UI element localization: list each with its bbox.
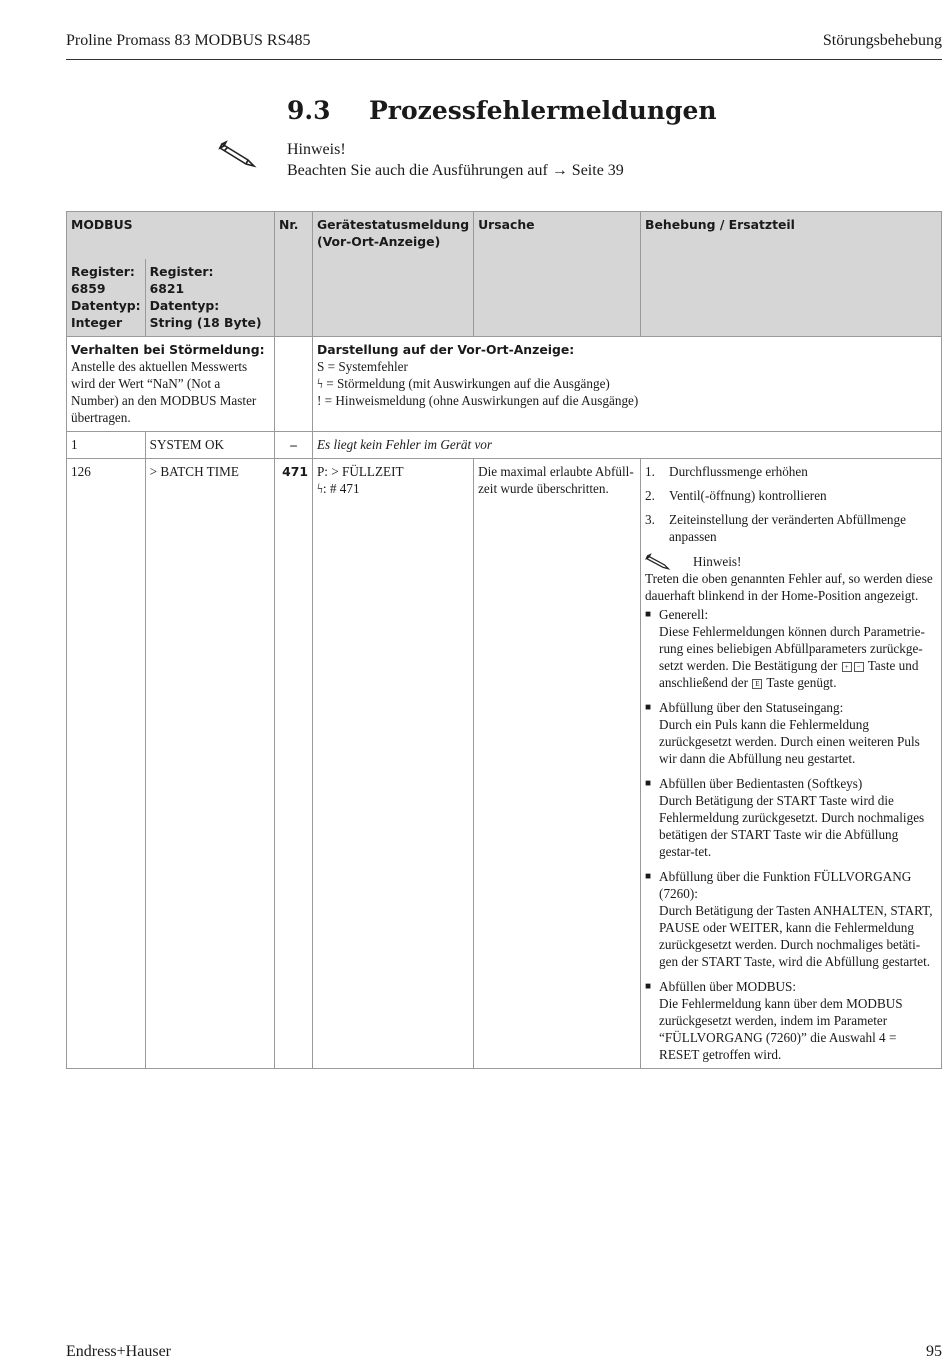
list-item — [645, 775, 937, 860]
reg2-value: 6821 — [149, 281, 185, 296]
list-item — [645, 699, 937, 767]
remedy-hint — [645, 552, 937, 570]
reg2-label: Register: — [149, 264, 214, 279]
step-number: 3. — [645, 512, 655, 527]
col-nr: Nr. — [275, 212, 313, 337]
footer-company: Endress+Hauser — [66, 1343, 171, 1360]
reg1-type-label: Datentyp: — [71, 298, 141, 313]
bullet-head: Abfüllen über Bedientasten (Softkeys) — [659, 776, 863, 791]
row2-cause-line: zeit wurde überschritten. — [478, 481, 609, 496]
hint-label: Hinweis! — [287, 141, 346, 158]
list-item — [645, 868, 937, 970]
section-hint — [287, 139, 624, 181]
reg2-type: String (18 Byte) — [149, 315, 262, 330]
header-rule — [66, 59, 942, 60]
reg2-type-label: Datentyp: — [149, 298, 220, 313]
row2-message — [312, 459, 473, 1069]
bullet-body: Durch Betätigung der Tasten ANHALTEN, START, PAUSE oder WEITER, kann die Fehlermeldung zurückgesetzt werden. Durch nochmaliges betäti-gen der START Taste, wird die Abfüllung gestartet. — [659, 903, 933, 969]
plus-key-icon: + — [842, 662, 852, 672]
row2-register-a: 126 — [67, 459, 146, 1069]
bullet-body: Durch ein Puls kann die Fehlermeldung zurückgesetzt werden. Durch einen weiteren Puls wir dann die Abfüllung neu gestartet. — [659, 717, 920, 766]
step-text: Durchflussmenge erhöhen — [669, 464, 808, 479]
display-line: ϟ = Störmeldung (mit Auswirkungen auf die Ausgänge) — [316, 376, 610, 391]
bullet-body: Diese Fehlermeldungen können durch Parametrie-rung eines beliebigen Abfüllparameters zurückge-setzt werden. Die Bestätigung der + − Taste und anschließend der E Taste genügt. — [659, 624, 925, 690]
square-bullet-icon: ■ — [645, 609, 652, 620]
row1-text: Es liegt kein Fehler im Gerät vor — [312, 432, 941, 459]
remedy-steps — [645, 463, 937, 545]
pencil-icon — [218, 138, 258, 168]
row2-cause-line: Die maximal erlaubte Abfüll- — [478, 464, 634, 479]
remedy-hint-text: Treten die oben genannten Fehler auf, so werden diese dauerhaft blinkend in der Home-Position angezeigt. — [645, 571, 933, 603]
table-row — [67, 459, 942, 1069]
row2-register-b: > BATCH TIME — [145, 459, 274, 1069]
behavior-line: wird der Wert “NaN” (Not a — [71, 376, 221, 391]
square-bullet-icon: ■ — [645, 981, 652, 992]
step-number: 1. — [645, 464, 655, 479]
header-chapter: Störungsbehebung — [822, 32, 942, 49]
pencil-icon — [645, 552, 671, 570]
row2-nr: 471 — [275, 459, 313, 1069]
behavior-row — [67, 337, 942, 432]
bullet-body: Durch Betätigung der START Taste wird die Fehlermeldung zurückgesetzt. Durch nochmaliges betätigen der START Taste wir die Abfüllung gestar-tet. — [659, 793, 925, 859]
page-number: 95 — [926, 1343, 942, 1360]
bullet-head: Abfüllen über MODBUS: — [659, 979, 797, 994]
remedy-hint-label: Hinweis! — [693, 553, 742, 569]
display-line: ! = Hinweismeldung (ohne Auswirkungen auf die Ausgänge) — [316, 393, 639, 408]
bullet-head: Abfüllung über die Funktion FÜLLVORGANG (7260): — [659, 869, 912, 901]
reg1-value: 6859 — [71, 281, 106, 296]
hint-text: Beachten Sie auch die Ausführungen auf → Seite 39 — [287, 162, 624, 179]
col-status-line1: Gerätestatusmeldung — [316, 217, 470, 232]
behavior-title: Verhalten bei Störmeldung: — [71, 342, 265, 357]
row2-remedy — [641, 459, 942, 1069]
step-text: Zeiteinstellung der veränderten Abfüllmenge anpassen — [669, 512, 906, 544]
behavior-line: Number) an den MODBUS Master — [71, 393, 257, 408]
row1-nr: – — [275, 432, 313, 459]
list-item — [645, 487, 937, 504]
remedy-bullets — [645, 606, 937, 1063]
list-item — [645, 606, 937, 691]
behavior-line: Anstelle des aktuellen Messwerts — [71, 359, 248, 374]
col-register-6821 — [145, 259, 274, 337]
list-item — [645, 511, 937, 545]
col-status — [312, 212, 473, 337]
section-heading: Prozessfehlermeldungen — [369, 96, 717, 125]
bullet-body: Die Fehlermeldung kann über dem MODBUS zurückgesetzt werden, indem im Parameter “FÜLLVORGANG (7260)” die Auswahl 4 = RESET getroffen wird. — [659, 996, 903, 1062]
col-status-line2: (Vor-Ort-Anzeige) — [316, 234, 441, 249]
behavior-line: übertragen. — [71, 410, 131, 425]
col-register-6859 — [67, 259, 146, 337]
behavior-cell — [67, 337, 275, 432]
error-table — [66, 211, 942, 1069]
row2-message-line: P: > FÜLLZEIT — [316, 464, 404, 479]
bullet-head: Abfüllung über den Statuseingang: — [659, 700, 844, 715]
square-bullet-icon: ■ — [645, 778, 652, 789]
square-bullet-icon: ■ — [645, 702, 652, 713]
behavior-nr-cell — [275, 337, 313, 432]
section-number: 9.3 — [287, 96, 331, 125]
step-number: 2. — [645, 488, 655, 503]
minus-key-icon: − — [854, 662, 864, 672]
list-item — [645, 978, 937, 1063]
bullet-head: Generell: — [659, 607, 709, 622]
row2-message-line: ϟ: # 471 — [316, 481, 360, 496]
row1-register-b: SYSTEM OK — [145, 432, 274, 459]
header-doc-title: Proline Promass 83 MODBUS RS485 — [66, 32, 311, 49]
table-row — [67, 432, 942, 459]
reg1-type: Integer — [71, 315, 123, 330]
step-text: Ventil(-öffnung) kontrollieren — [669, 488, 827, 503]
enter-key-icon: E — [752, 679, 762, 689]
list-item — [645, 463, 937, 480]
reg1-label: Register: — [71, 264, 135, 279]
col-behebung: Behebung / Ersatzteil — [641, 212, 942, 337]
row1-register-a: 1 — [67, 432, 146, 459]
row2-cause — [474, 459, 641, 1069]
display-line: S = Systemfehler — [316, 359, 408, 374]
square-bullet-icon: ■ — [645, 871, 652, 882]
section-title — [287, 96, 717, 125]
col-ursache: Ursache — [474, 212, 641, 337]
display-title: Darstellung auf der Vor-Ort-Anzeige: — [316, 342, 575, 357]
col-modbus: MODBUS — [67, 212, 275, 260]
display-cell — [312, 337, 941, 432]
